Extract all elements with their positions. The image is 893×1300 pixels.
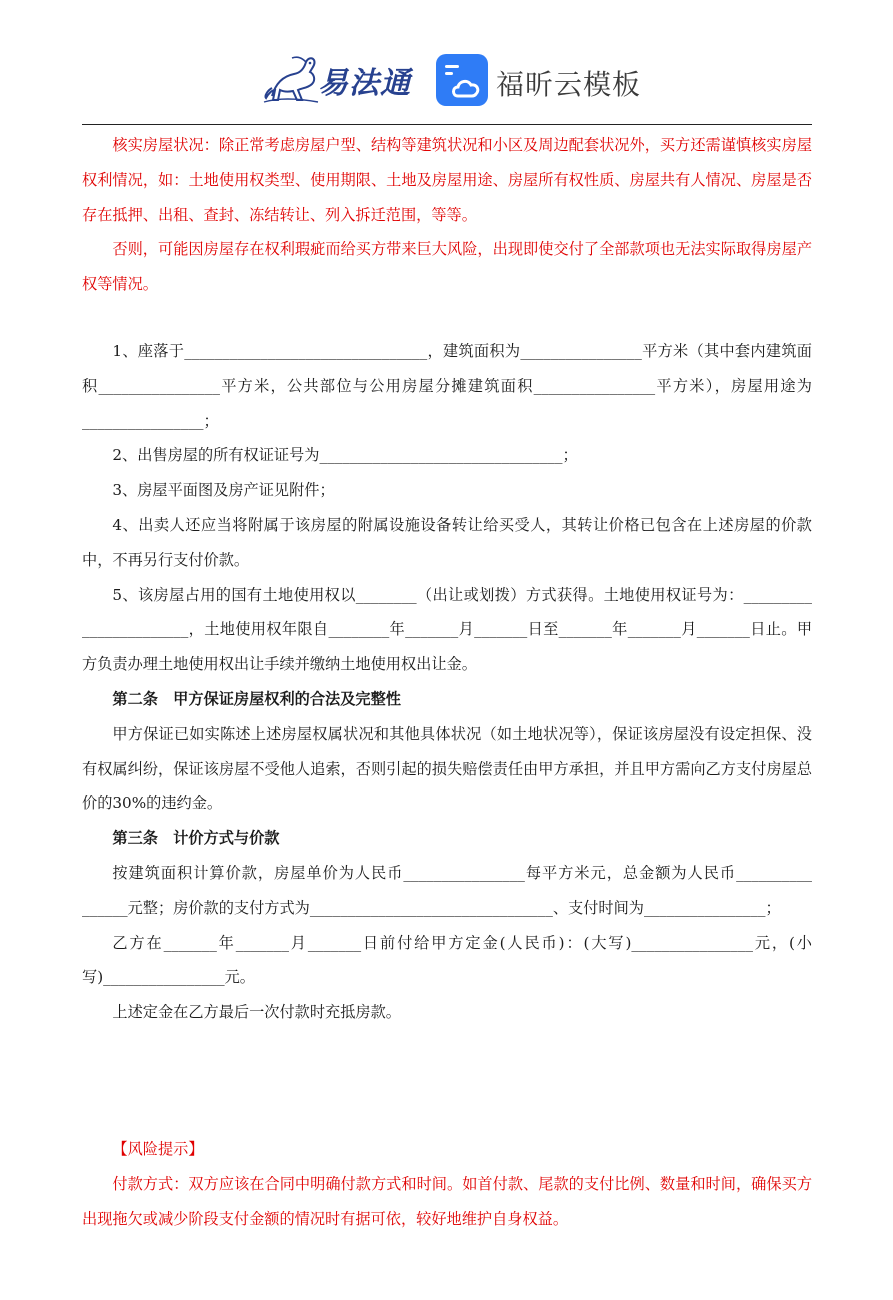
clause-item-4: 4、出卖人还应当将附属于该房屋的附属设施设备转让给买受人，其转让价格已包含在上述房屋的价款中，不再另行支付价款。 — [82, 515, 812, 569]
document-body — [82, 128, 812, 1236]
risk-tip-body: 付款方式：双方应该在合同中明确付款方式和时间。如首付款、尾款的支付比例、数量和时间，确保买方出现拖欠或减少阶段支付金额的情况时有据可依，较好地维护自身权益。 — [82, 1174, 812, 1228]
risk-tip-title: 【风险提示】 — [112, 1139, 204, 1158]
article-3-paragraph: 上述定金在乙方最后一次付款时充抵房款。 — [112, 1003, 401, 1022]
header-divider — [82, 124, 812, 125]
article-3-paragraph: 乙方在_______年_______月_______日前付给甲方定金(人民币)：(大写)________________元，(小写)________________元。 — [82, 933, 812, 987]
clause-item-1: 1、座落于________________________________，建筑面积为________________平方米（其中套内建筑面积________________平方米，公共部位与公用房屋分摊建筑面积________________平方米），房屋用途为 ________________； — [82, 341, 812, 430]
clause-item-5: 5、该房屋占用的国有土地使用权以________（出让或划拨）方式获得。土地使用权证号为：_________ ______________，土地使用权年限自________年_______月_______日至_______年_______月_______日止。甲方负责办理土地使用权出让手续并缴纳土地使用权出让金。 — [82, 585, 812, 674]
article-3-title: 第三条 计价方式与价款 — [112, 829, 280, 848]
fuxin-logo-text: 福昕云模板 — [496, 68, 642, 101]
risk-intro-paragraph: 否则，可能因房屋存在权利瑕疵而给买方带来巨大风险，出现即使交付了全部款项也无法实际取得房屋产权等情况。 — [82, 240, 812, 294]
horse-icon — [262, 52, 320, 108]
spacer — [82, 1030, 812, 1132]
document-header — [0, 0, 893, 126]
article-2-body: 甲方保证已如实陈述上述房屋权属状况和其他具体状况（如土地状况等），保证该房屋没有设定担保、没有权属纠纷，保证该房屋不受他人追索，否则引起的损失赔偿责任由甲方承担，并且甲方需向乙方支付房屋总价的30%的违约金。 — [82, 724, 812, 813]
article-3-paragraph: 按建筑面积计算价款，房屋单价为人民币________________每平方米元，总金额为人民币__________ ______元整；房价款的支付方式为________________________________、支付时间为________________； — [82, 863, 812, 917]
article-2-title: 第二条 甲方保证房屋权利的合法及完整性 — [112, 689, 401, 708]
fuxin-logo — [436, 54, 646, 108]
clause-item-2: 2、出售房屋的所有权证证号为________________________________； — [112, 446, 578, 465]
yifatong-logo — [262, 52, 412, 108]
cloud-document-icon — [436, 54, 488, 106]
risk-intro-paragraph: 核实房屋状况：除正常考虑房屋户型、结构等建筑状况和小区及周边配套状况外，买方还需谨慎核实房屋权利情况，如：土地使用权类型、使用期限、土地及房屋用途、房屋所有权性质、房屋共有人情况、房屋是否存在抵押、出租、查封、冻结转让、列入拆迁范围，等等。 — [82, 136, 812, 224]
clause-item-3: 3、房屋平面图及房产证见附件； — [112, 481, 335, 500]
yifatong-logo-text: 易法通 — [318, 66, 411, 101]
spacer — [82, 302, 812, 334]
